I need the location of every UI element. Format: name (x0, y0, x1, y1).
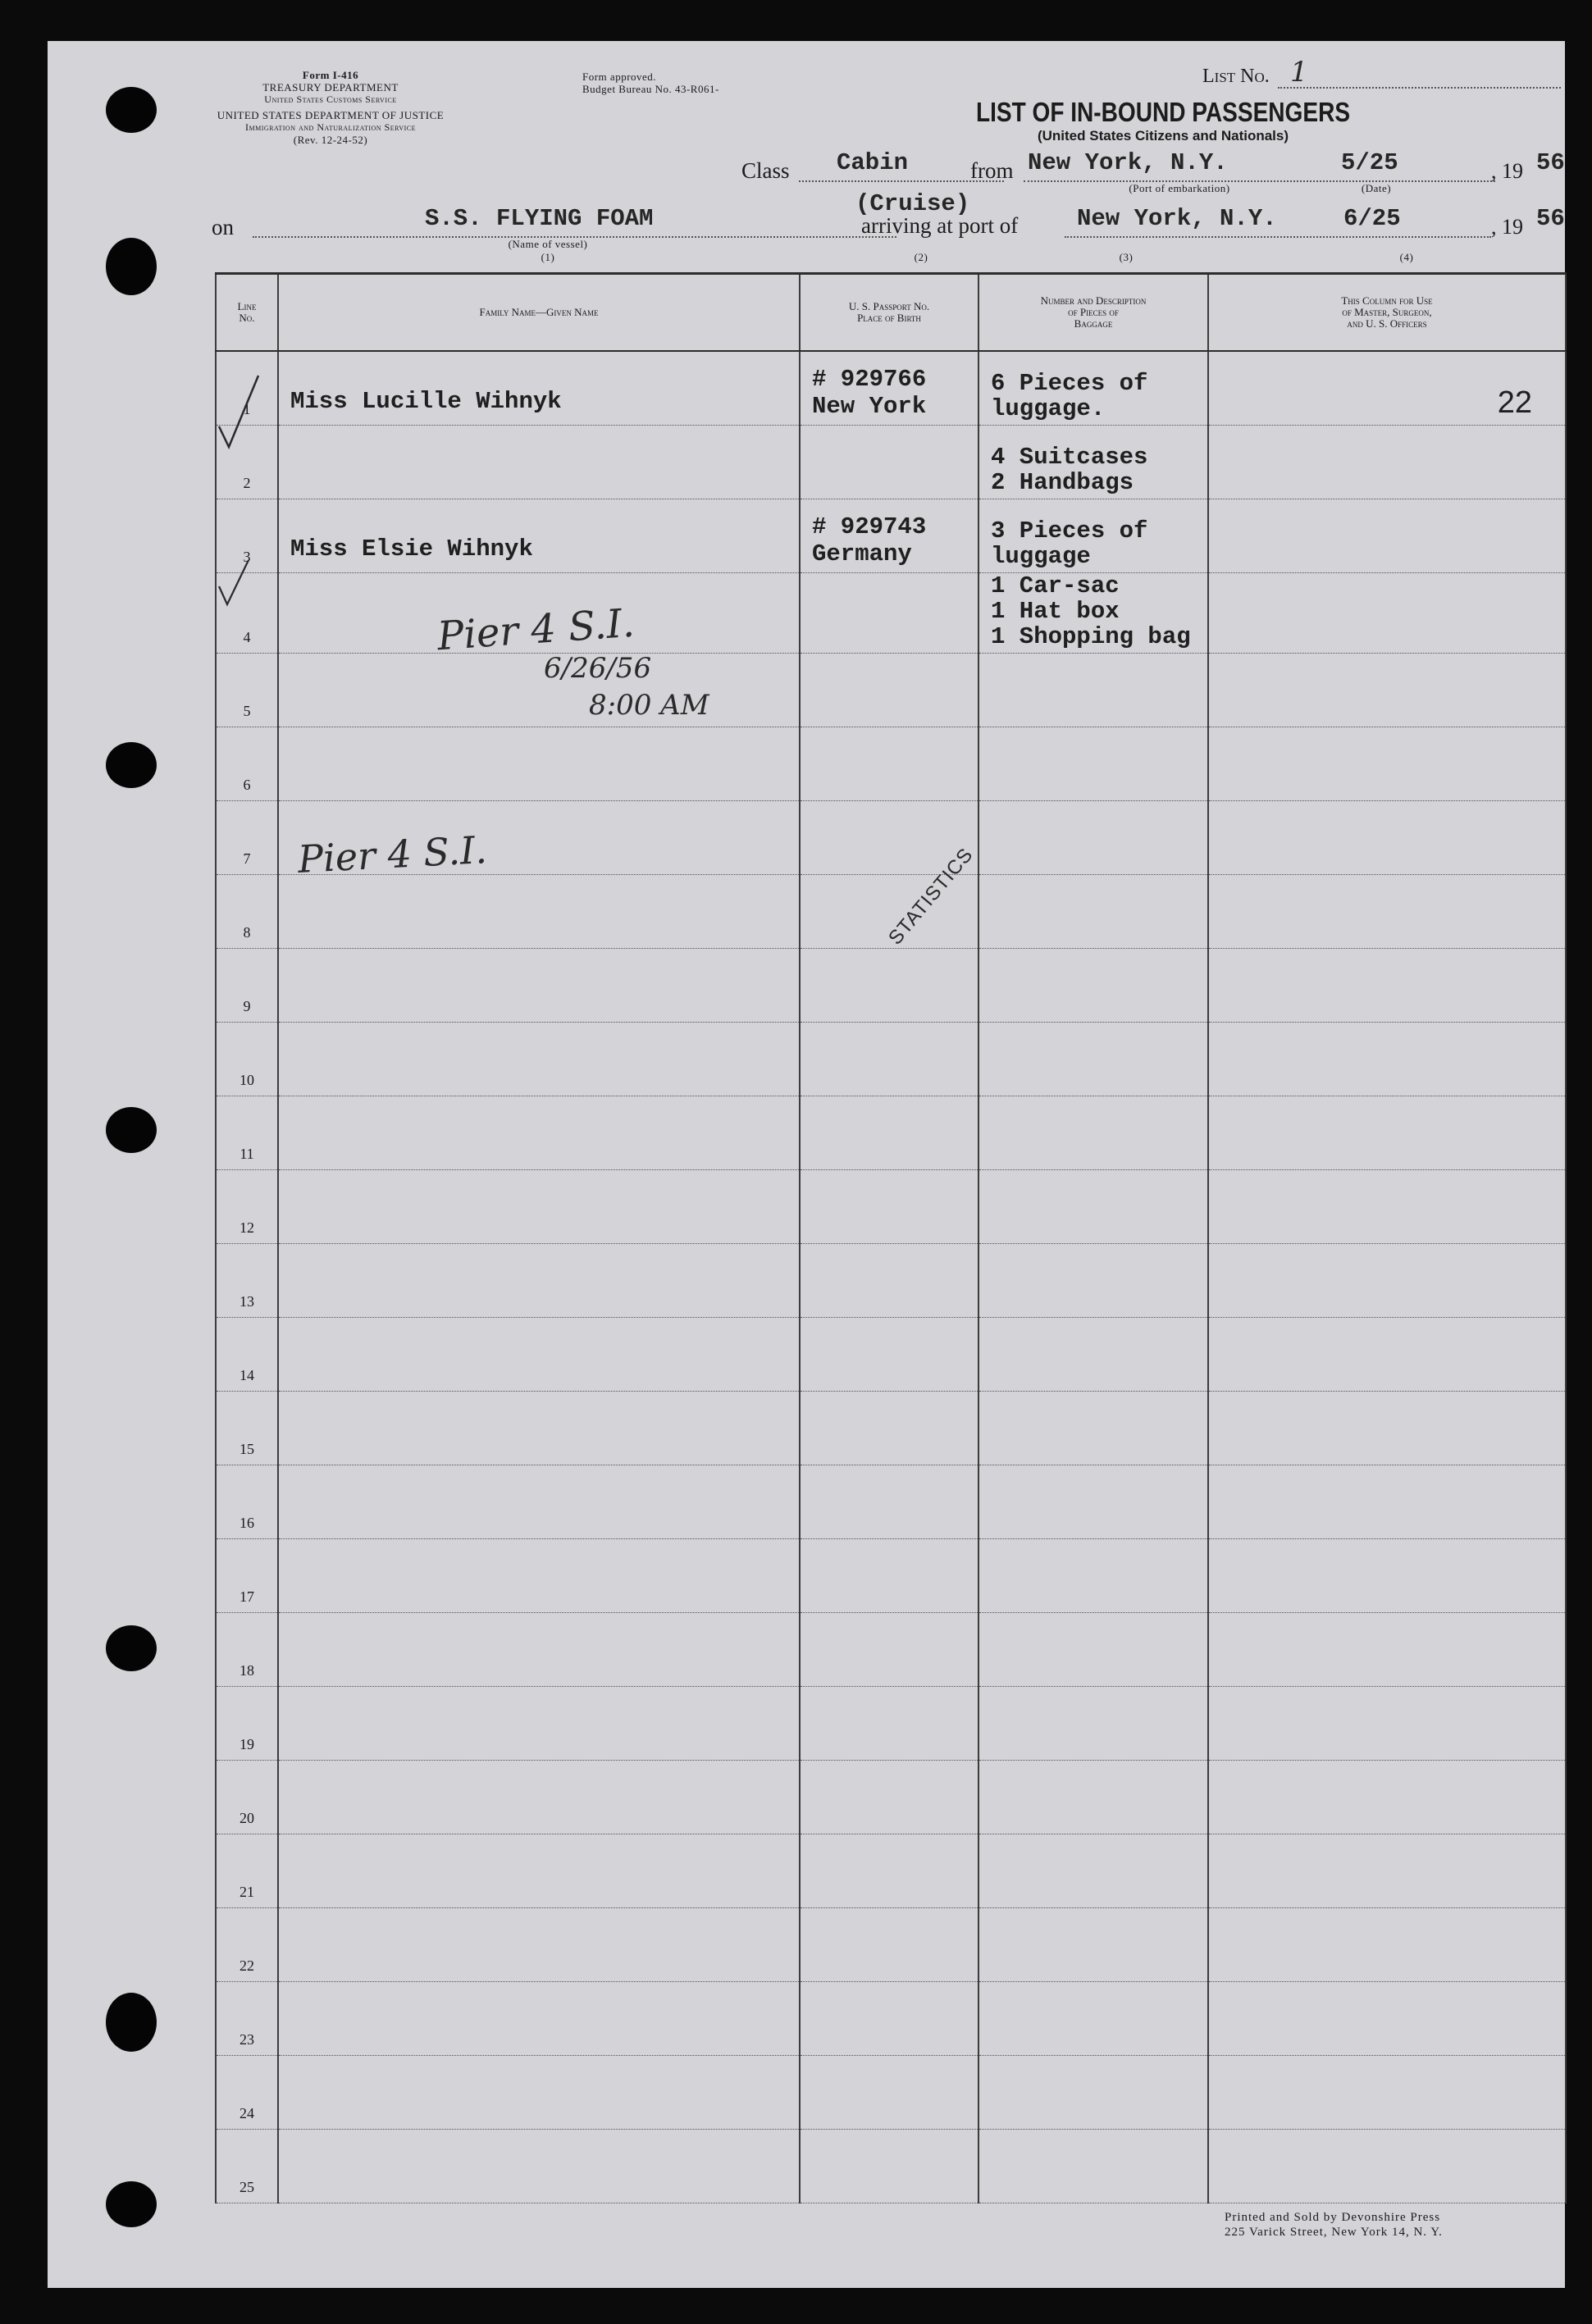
line-number (216, 874, 278, 948)
header-line-no (216, 274, 278, 352)
printer-line-2: 225 Varick Street, New York 14, N. Y. (1225, 2226, 1443, 2239)
baggage-description (978, 499, 1208, 572)
officers-use (1208, 1538, 1566, 1612)
line-number (216, 1834, 278, 1907)
officers-use (1208, 1760, 1566, 1834)
line-number-line: 18 (239, 1661, 254, 1679)
year-prefix: , 19 (1491, 159, 1523, 183)
officers-use (1208, 948, 1566, 1022)
arrival-date: 6/25 (1343, 205, 1401, 232)
officers-use (1208, 1169, 1566, 1243)
officers-use (1208, 874, 1566, 948)
punch-hole (106, 1107, 157, 1153)
punch-hole (106, 1993, 157, 2052)
baggage-description (978, 425, 1208, 499)
baggage-description (978, 1538, 1208, 1612)
table-header-row (216, 274, 1566, 352)
baggage-description-baggage: 3 Pieces of (991, 517, 1148, 545)
table-row (216, 351, 1566, 425)
punch-hole (106, 1625, 157, 1671)
officers-use (1208, 1907, 1566, 1981)
passenger-name (278, 1907, 800, 1981)
line-number-line: 12 (239, 1219, 254, 1236)
table-row (216, 2055, 1566, 2129)
customs-service: United States Customs Service (264, 93, 397, 105)
form-approved: Form approved. (582, 71, 657, 83)
list-no-label: List No. (1202, 66, 1270, 87)
line-number (216, 1907, 278, 1981)
line-number (216, 1096, 278, 1169)
port-of-embarkation: New York, N.Y. (1028, 149, 1228, 176)
table-row (216, 1169, 1566, 1243)
printer-line-1: Printed and Sold by Devonshire Press (1225, 2211, 1441, 2224)
table-row (216, 1760, 1566, 1834)
passenger-name (278, 1612, 800, 1686)
cruise-note: (Cruise) (855, 190, 970, 217)
passenger-name (278, 948, 800, 1022)
line-number-line: 23 (239, 2030, 254, 2048)
line-number (216, 1686, 278, 1760)
passport-birthplace (800, 1538, 978, 1612)
baggage-description (978, 1834, 1208, 1907)
baggage-description (978, 2055, 1208, 2129)
line-number-line: 3 (243, 548, 251, 565)
header-passport-2: Place of Birth (857, 312, 921, 324)
table-row (216, 1317, 1566, 1391)
passport-birthplace (800, 572, 978, 653)
table-row (216, 1096, 1566, 1169)
table-row (216, 1391, 1566, 1465)
line-number (216, 1243, 278, 1317)
officers-use (1208, 572, 1566, 653)
line-number-line: 21 (239, 1883, 254, 1900)
passport-birthplace (800, 653, 978, 727)
passport-birthplace-passport: # 929743 (812, 513, 927, 540)
officers-use (1208, 1834, 1566, 1907)
passenger-name (278, 1760, 800, 1834)
col3-caption: (3) (1119, 251, 1134, 263)
table-row (216, 1907, 1566, 1981)
line-number-line: 1 (243, 400, 251, 417)
baggage-description (978, 1391, 1208, 1465)
check-mark-icon (216, 545, 257, 619)
passenger-table (215, 272, 1567, 2203)
line-number (216, 1538, 278, 1612)
passenger-name (278, 1022, 800, 1096)
passenger-name-name: Miss Lucille Wihnyk (290, 387, 562, 415)
line-number (216, 1465, 278, 1538)
baggage-description (978, 1760, 1208, 1834)
officers-use (1208, 499, 1566, 572)
header-baggage (978, 274, 1208, 352)
table-row (216, 2129, 1566, 2203)
line-number-line: 16 (239, 1514, 254, 1531)
header-baggage-2: of Pieces of (1068, 306, 1119, 318)
table-row (216, 1538, 1566, 1612)
table-row (216, 1022, 1566, 1096)
table-row (216, 1686, 1566, 1760)
baggage-description-baggage: 4 Suitcases (991, 443, 1148, 471)
baggage-description (978, 1243, 1208, 1317)
arrival-year: 56 (1536, 205, 1565, 232)
passenger-name-name: Miss Elsie Wihnyk (290, 535, 533, 563)
header-baggage-1: Number and Description (1040, 294, 1147, 307)
on-label: on (212, 215, 234, 239)
passenger-name (278, 2055, 800, 2129)
officers-use (1208, 1465, 1566, 1538)
check-mark-icon (216, 369, 265, 459)
statistics-stamp: STATISTICS (884, 843, 978, 950)
table-row (216, 727, 1566, 800)
baggage-description-baggage: 1 Car-sac (991, 572, 1120, 599)
baggage-description (978, 1981, 1208, 2055)
passenger-name (278, 499, 800, 572)
officers-use (1208, 1022, 1566, 1096)
line-number (216, 2129, 278, 2203)
passenger-name (278, 1317, 800, 1391)
passenger-name (278, 727, 800, 800)
baggage-description-baggage2: 2 Handbags (991, 468, 1134, 496)
passport-birthplace (800, 2055, 978, 2129)
baggage-description (978, 948, 1208, 1022)
line-number (216, 653, 278, 727)
officers-use (1208, 1612, 1566, 1686)
officers-use (1208, 2129, 1566, 2203)
passport-birthplace (800, 2129, 978, 2203)
passenger-name (278, 1169, 800, 1243)
arrival-year-prefix: , 19 (1491, 215, 1523, 239)
passport-birthplace-passport: # 929766 (812, 365, 927, 393)
header-passport-1: U. S. Passport No. (848, 300, 930, 312)
passport-birthplace (800, 1686, 978, 1760)
passenger-name (278, 1981, 800, 2055)
passport-birthplace-birthplace: New York (812, 392, 927, 420)
punch-hole (106, 238, 157, 295)
class-value: Cabin (837, 149, 909, 176)
passenger-name (278, 425, 800, 499)
baggage-description-baggage: 6 Pieces of (991, 369, 1148, 397)
line-number-line: 20 (239, 1809, 254, 1826)
passenger-name (278, 1686, 800, 1760)
table-row (216, 572, 1566, 653)
line-number-line: 6 (243, 776, 251, 793)
baggage-description (978, 800, 1208, 874)
baggage-description (978, 727, 1208, 800)
passport-birthplace (800, 1317, 978, 1391)
passenger-name (278, 1538, 800, 1612)
department-treasury: TREASURY DEPARTMENT (262, 81, 399, 93)
form-number: Form I-416 (302, 69, 359, 81)
baggage-description (978, 1022, 1208, 1096)
handwritten-time: 8:00 AM (589, 689, 709, 722)
line-number-line: 25 (239, 2178, 254, 2195)
table-row (216, 1465, 1566, 1538)
baggage-description (978, 1612, 1208, 1686)
arrival-port: New York, N.Y. (1077, 205, 1277, 232)
line-number (216, 948, 278, 1022)
table-row (216, 1981, 1566, 2055)
table-row (216, 948, 1566, 1022)
passenger-name (278, 1834, 800, 1907)
approval-block (582, 71, 779, 95)
officers-use (1208, 800, 1566, 874)
arrival-line (1065, 236, 1491, 238)
immigration-service: Immigration and Naturalization Service (244, 121, 416, 133)
baggage-description (978, 874, 1208, 948)
passport-birthplace-birthplace: Germany (812, 540, 912, 567)
passport-birthplace (800, 425, 978, 499)
baggage-description (978, 351, 1208, 425)
embarkation-date: 5/25 (1341, 149, 1398, 176)
passenger-name (278, 1391, 800, 1465)
passport-birthplace (800, 1169, 978, 1243)
line-number (216, 2055, 278, 2129)
list-no-line (1278, 87, 1561, 89)
col1-caption: (1) (541, 251, 555, 263)
line-number-line: 9 (243, 997, 251, 1014)
table-row (216, 499, 1566, 572)
baggage-description (978, 2129, 1208, 2203)
list-no-value: 1 (1290, 56, 1308, 89)
class-label: Class (741, 158, 790, 183)
officers-use (1208, 1686, 1566, 1760)
passenger-name (278, 351, 800, 425)
col2-caption: (2) (914, 251, 928, 263)
passport-birthplace (800, 1391, 978, 1465)
line-number (216, 727, 278, 800)
passport-birthplace (800, 1243, 978, 1317)
agency-block (208, 69, 454, 146)
line-number-line: 5 (243, 702, 251, 719)
header-officers-3: and U. S. Officers (1347, 317, 1427, 330)
form-title: LIST OF IN-BOUND PASSENGERS (975, 97, 1351, 127)
line-number-line: 4 (243, 628, 251, 645)
passport-birthplace (800, 1907, 978, 1981)
handwritten-pier-note: Pier 4 S.I. (436, 599, 636, 660)
officers-use (1208, 2055, 1566, 2129)
passport-birthplace (800, 351, 978, 425)
passport-birthplace (800, 1834, 978, 1907)
baggage-description-baggage3: 1 Shopping bag (991, 622, 1191, 650)
passport-birthplace (800, 499, 978, 572)
officers-use (1208, 653, 1566, 727)
passenger-name (278, 2129, 800, 2203)
passport-birthplace (800, 948, 978, 1022)
passenger-name (278, 653, 800, 727)
passenger-name (278, 1465, 800, 1538)
line-number-line: 22 (239, 1957, 254, 1974)
passenger-name (278, 1096, 800, 1169)
passport-birthplace (800, 1981, 978, 2055)
table-row (216, 653, 1566, 727)
line-number-line: 19 (239, 1735, 254, 1752)
passport-birthplace (800, 727, 978, 800)
baggage-description-baggage2: luggage. (991, 394, 1106, 422)
line-number (216, 1317, 278, 1391)
table-row (216, 1834, 1566, 1907)
header-line-no-2: No. (239, 312, 255, 324)
baggage-description (978, 572, 1208, 653)
passport-birthplace (800, 1465, 978, 1538)
line-number-line: 10 (239, 1071, 254, 1088)
passport-birthplace (800, 1022, 978, 1096)
vessel-caption: (Name of vessel) (508, 238, 588, 250)
officers-use-officers: 22 (1497, 385, 1532, 420)
form-sheet (48, 41, 1565, 2288)
handwritten-pier-note-2: Pier 4 S.I. (296, 827, 488, 882)
line-number (216, 800, 278, 874)
line-number (216, 1760, 278, 1834)
baggage-description-baggage2: luggage (991, 542, 1091, 570)
line-number (216, 1391, 278, 1465)
table-row (216, 1612, 1566, 1686)
passenger-name (278, 1243, 800, 1317)
date-caption: (Date) (1361, 182, 1392, 194)
punch-hole (106, 2181, 157, 2227)
baggage-description (978, 1907, 1208, 1981)
passport-birthplace (800, 1612, 978, 1686)
officers-use (1208, 351, 1566, 425)
header-officers (1208, 274, 1566, 352)
baggage-description (978, 1465, 1208, 1538)
header-name: Family Name—Given Name (278, 274, 800, 352)
port-caption: (Port of embarkation) (1129, 182, 1230, 194)
line-number (216, 1981, 278, 2055)
passport-birthplace (800, 1760, 978, 1834)
line-number (216, 1022, 278, 1096)
line-number-line: 13 (239, 1292, 254, 1310)
budget-bureau: Budget Bureau No. 43-R061- (582, 83, 719, 95)
from-label: from (970, 158, 1014, 183)
vessel-name: S.S. FLYING FOAM (425, 205, 654, 232)
table-row (216, 425, 1566, 499)
line-number-line: 24 (239, 2104, 254, 2121)
punch-hole (106, 87, 157, 133)
embarkation-year: 56 (1536, 149, 1565, 176)
officers-use (1208, 1391, 1566, 1465)
table-row (216, 1243, 1566, 1317)
line-number-line: 8 (243, 923, 251, 941)
passenger-name (278, 874, 800, 948)
punch-hole (106, 742, 157, 788)
line-number-line: 11 (239, 1145, 254, 1162)
revision-date: (Rev. 12-24-52) (293, 134, 368, 146)
line-number-line: 7 (243, 850, 251, 867)
line-number (216, 1612, 278, 1686)
officers-use (1208, 1981, 1566, 2055)
header-passport (800, 274, 978, 352)
officers-use (1208, 425, 1566, 499)
arriving-label: arriving at port of (861, 213, 1019, 238)
header-officers-1: This Column for Use (1341, 294, 1433, 307)
handwritten-date: 6/26/56 (544, 652, 652, 685)
form-subtitle: (United States Citizens and Nationals) (1037, 128, 1289, 144)
officers-use (1208, 1317, 1566, 1391)
line-number (216, 1169, 278, 1243)
passport-birthplace (800, 1096, 978, 1169)
baggage-description (978, 653, 1208, 727)
baggage-description (978, 1096, 1208, 1169)
baggage-description (978, 1169, 1208, 1243)
officers-use (1208, 727, 1566, 800)
line-number-line: 15 (239, 1440, 254, 1457)
line-number-line: 14 (239, 1366, 254, 1383)
officers-use (1208, 1243, 1566, 1317)
header-officers-2: of Master, Surgeon, (1342, 306, 1432, 318)
line-number-line: 17 (239, 1588, 254, 1605)
officers-use (1208, 1096, 1566, 1169)
header-line-no-1: Line (237, 300, 257, 312)
col4-caption: (4) (1399, 251, 1414, 263)
header-baggage-3: Baggage (1074, 317, 1113, 330)
department-justice: UNITED STATES DEPARTMENT OF JUSTICE (217, 109, 445, 121)
line-number-line: 2 (243, 474, 251, 491)
baggage-description-baggage2: 1 Hat box (991, 597, 1120, 625)
baggage-description (978, 1317, 1208, 1391)
baggage-description (978, 1686, 1208, 1760)
